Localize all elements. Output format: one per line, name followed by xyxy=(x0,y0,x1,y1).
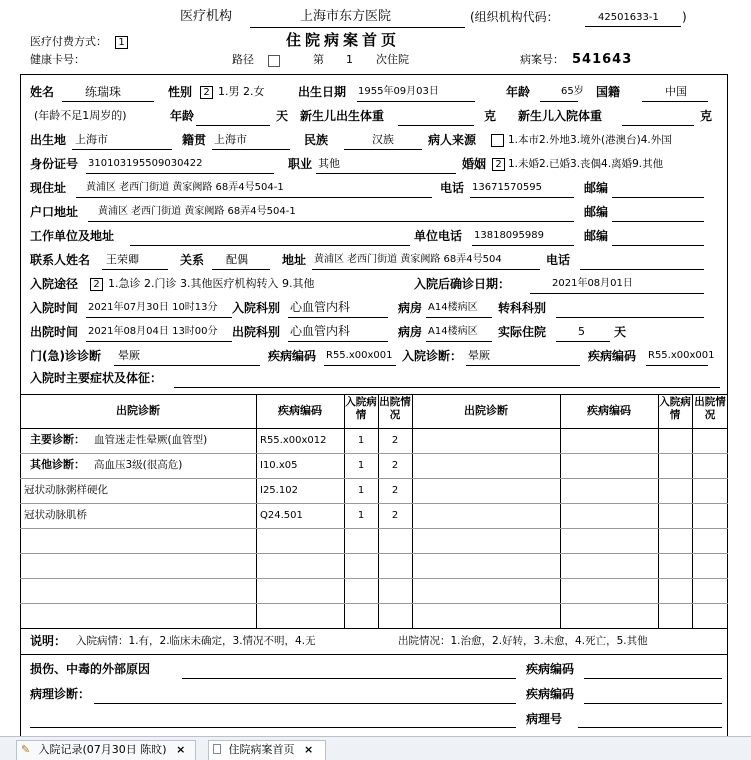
native-value: 上海市 xyxy=(214,133,247,146)
admit-ward-value: A14楼病区 xyxy=(428,302,478,313)
discharge-time-underline xyxy=(86,341,232,342)
row-dx: 冠状动脉肌桥 xyxy=(24,509,87,521)
table-col-line xyxy=(658,394,659,628)
admit-diag-label: 入院诊断： xyxy=(402,349,463,363)
admit-diag-value: 晕厥 xyxy=(468,349,490,362)
tab-label: 住院病案首页 xyxy=(228,743,295,756)
age-underline xyxy=(540,101,578,102)
postcode-label-3: 邮编 xyxy=(584,229,609,243)
opd-icd-underline xyxy=(324,365,396,366)
row-discharge-cond: 2 xyxy=(391,435,399,446)
table-col-line xyxy=(412,394,413,628)
admit-diag-underline xyxy=(466,365,580,366)
opd-diag-underline xyxy=(114,365,260,366)
injury-underline xyxy=(182,678,516,679)
los-value: 5 xyxy=(578,325,585,338)
contact-addr-value: 黄浦区 老西门街道 黄家阙路 68弄4号504 xyxy=(314,254,502,265)
infant-note: (年龄不足1周岁的) xyxy=(34,109,127,122)
discharge-dept-label: 出院科别 xyxy=(232,325,281,339)
discharge-dept-underline xyxy=(288,341,388,342)
discharge-ward-value: A14楼病区 xyxy=(428,326,478,337)
source-options: 1.本市2.外地3.境外(港澳台)4.外国 xyxy=(508,134,672,146)
table-row-line xyxy=(20,503,728,504)
header-dx-left: 出院诊断 xyxy=(116,404,160,417)
work-phone-value: 13818095989 xyxy=(474,230,544,241)
work-label: 工作单位及地址 xyxy=(30,229,115,243)
row-dx: 高血压3级(很高危) xyxy=(94,459,183,471)
address-value: 黄浦区 老西门街道 黄家阙路 68弄4号504-1 xyxy=(86,182,284,193)
page-title: 住院病案首页 xyxy=(286,31,401,49)
admit-dept-value: 心血管内科 xyxy=(290,300,351,314)
case-no: 541643 xyxy=(572,52,633,67)
admit-dept-label: 入院科别 xyxy=(232,301,281,315)
newborn-admit-weight-label: 新生儿入院体重 xyxy=(518,109,603,123)
transfer-label: 转科科别 xyxy=(498,301,547,315)
birthplace-label: 出生地 xyxy=(30,133,67,147)
contact-name: 王荣卿 xyxy=(106,253,139,266)
dob-label: 出生日期 xyxy=(298,85,347,99)
payment-label: 医疗付费方式： xyxy=(30,35,107,48)
gender-options: 1.男 2.女 xyxy=(218,85,265,98)
admission-count-pre: 第 xyxy=(313,53,324,66)
id-label: 身份证号 xyxy=(30,157,79,171)
occupation-value: 其他 xyxy=(318,157,340,170)
gram-label-2: 克 xyxy=(700,109,713,123)
document-tab-bar xyxy=(0,736,751,760)
row-dx: 冠状动脉粥样硬化 xyxy=(24,484,108,496)
route-box[interactable]: 2 xyxy=(90,278,103,291)
los-unit: 天 xyxy=(614,325,627,339)
row-discharge-cond: 2 xyxy=(391,485,399,496)
opd-diag-value: 晕厥 xyxy=(118,349,140,362)
postcode-label: 邮编 xyxy=(584,181,609,195)
row-dx: 血管迷走性晕厥(血管型) xyxy=(94,434,208,446)
tab-admission-record[interactable] xyxy=(16,740,196,760)
admit-ward-underline xyxy=(426,317,492,318)
table-col-line xyxy=(560,394,561,628)
row-discharge-cond: 2 xyxy=(391,460,399,471)
note-bottom-border xyxy=(20,654,728,655)
address-underline xyxy=(76,197,432,198)
org-code-close: ) xyxy=(682,10,687,24)
marital-box[interactable]: 2 xyxy=(492,158,505,171)
route-options: 1.急诊 2.门诊 3.其他医疗机构转入 9.其他 xyxy=(108,277,315,290)
admit-time-underline xyxy=(86,317,232,318)
close-icon[interactable]: × xyxy=(176,743,186,756)
table-header-bottom xyxy=(20,428,728,429)
header-icd-right: 疾病编码 xyxy=(587,404,631,417)
table-row-line xyxy=(20,478,728,479)
name-label: 姓名 xyxy=(30,85,55,99)
injury-label: 损伤、中毒的外部原因 xyxy=(30,662,151,676)
marital-label: 婚姻 xyxy=(462,157,487,171)
id-underline xyxy=(86,173,274,174)
age-label: 年龄 xyxy=(506,85,531,99)
work-phone-label: 单位电话 xyxy=(414,229,463,243)
admit-icd-underline xyxy=(646,365,708,366)
postcode-underline-2 xyxy=(612,221,704,222)
phone-label: 电话 xyxy=(440,181,465,195)
infant-age-label: 年龄 xyxy=(170,109,195,123)
contact-phone-label: 电话 xyxy=(546,253,571,267)
contact-addr-label: 地址 xyxy=(282,253,307,267)
los-label: 实际住院 xyxy=(498,325,547,339)
patient-name: 练瑞珠 xyxy=(85,85,122,99)
infant-age-underline xyxy=(196,125,270,126)
dob-value: 1955年09月03日 xyxy=(358,86,439,97)
table-col-line xyxy=(692,394,693,628)
row-admit-cond: 1 xyxy=(357,460,365,471)
relation-label: 关系 xyxy=(180,253,205,267)
table-row-line xyxy=(20,603,728,604)
discharge-ward-underline xyxy=(426,341,492,342)
ethnicity-value: 汉族 xyxy=(372,133,394,146)
table-row-line xyxy=(20,553,728,554)
injury-icd-underline xyxy=(584,678,722,679)
native-label: 籍贯 xyxy=(182,133,207,147)
pathology-icd-label: 疾病编码 xyxy=(526,687,575,701)
gender-box[interactable]: 2 xyxy=(200,86,213,99)
route-label: 入院途径 xyxy=(30,277,79,291)
note-discharge: 出院情况：1.治愈，2.好转，3.未愈，4.死亡，5.其他 xyxy=(398,635,648,647)
table-row-line xyxy=(20,528,728,529)
symptoms-label: 入院时主要症状及体征： xyxy=(30,371,163,385)
phone-underline xyxy=(470,197,574,198)
household-value: 黄浦区 老西门街道 黄家阙路 68弄4号504-1 xyxy=(98,206,296,217)
gender-label: 性别 xyxy=(168,85,193,99)
admit-icd-label: 疾病编码 xyxy=(588,349,637,363)
admit-dept-underline xyxy=(288,317,388,318)
admit-ward-label: 病房 xyxy=(398,301,423,315)
occupation-label: 职业 xyxy=(288,157,313,171)
header-admit-cond-left: 入院病情 xyxy=(345,396,377,421)
table-row-line xyxy=(20,453,728,454)
days-label: 天 xyxy=(276,109,289,123)
pathology-icd-underline xyxy=(584,703,722,704)
table-col-line xyxy=(256,394,257,628)
pen-icon: ✎ xyxy=(21,743,31,756)
contact-phone-underline xyxy=(580,269,704,270)
contact-addr-underline xyxy=(312,269,540,270)
pathology-label: 病理诊断： xyxy=(30,687,91,701)
age-value: 65岁 xyxy=(561,86,584,97)
admit-time-value: 2021年07月30日 10时13分 xyxy=(88,302,218,313)
tab-label: 入院记录(07月30日 陈旼) xyxy=(38,743,167,756)
pathology-underline-2 xyxy=(30,727,516,728)
birthplace-value: 上海市 xyxy=(75,133,108,146)
header-discharge-cond-left: 出院情况 xyxy=(379,396,411,421)
native-underline xyxy=(212,149,290,150)
pathway-label: 路径 xyxy=(232,53,254,66)
pathway-checkbox[interactable] xyxy=(268,55,280,67)
phone-value: 13671570595 xyxy=(472,182,542,193)
postcode-underline xyxy=(612,197,704,198)
discharge-time-value: 2021年08月04日 13时00分 xyxy=(88,326,218,337)
org-label: 医疗机构 xyxy=(180,9,233,24)
relation-value: 配偶 xyxy=(226,253,248,266)
tab-case-front-page[interactable] xyxy=(208,740,326,760)
org-name-underline xyxy=(250,27,465,28)
los-underline xyxy=(556,341,610,342)
row-admit-cond: 1 xyxy=(357,510,365,521)
org-code: 42501633-1 xyxy=(598,12,659,23)
nationality-underline xyxy=(642,101,708,102)
confirm-date-underline xyxy=(530,293,704,294)
symptoms-underline xyxy=(174,387,720,388)
table-row-line xyxy=(20,578,728,579)
header-icd-left: 疾病编码 xyxy=(278,404,322,417)
dob-underline xyxy=(357,101,475,102)
discharge-dept-value: 心血管内科 xyxy=(290,324,351,338)
relation-underline xyxy=(212,269,270,270)
source-label: 病人来源 xyxy=(428,133,477,147)
row-icd: Q24.501 xyxy=(260,510,303,521)
ethnicity-label: 民族 xyxy=(304,133,329,147)
note-label: 说明： xyxy=(30,634,67,648)
header-dx-right: 出院诊断 xyxy=(464,404,508,417)
discharge-time-label: 出院时间 xyxy=(30,325,79,339)
id-value: 310103195509030422 xyxy=(88,158,203,169)
close-icon[interactable]: × xyxy=(304,743,314,756)
transfer-underline xyxy=(556,317,704,318)
row-admit-cond: 1 xyxy=(357,485,365,496)
header-discharge-cond-right: 出院情况 xyxy=(694,396,726,421)
org-code-underline xyxy=(585,26,681,27)
table-top-border xyxy=(20,394,728,395)
address-label: 现住址 xyxy=(30,181,67,195)
pathology-underline xyxy=(94,703,516,704)
contact-label: 联系人姓名 xyxy=(30,253,91,267)
opd-diag-label: 门(急)诊诊断 xyxy=(30,349,101,363)
table-bottom-border xyxy=(20,628,728,629)
household-label: 户口地址 xyxy=(30,205,79,219)
newborn-birth-weight-label: 新生儿出生体重 xyxy=(300,109,385,123)
admit-time-label: 入院时间 xyxy=(30,301,79,315)
postcode-underline-3 xyxy=(612,245,704,246)
confirm-date-label: 入院后确诊日期： xyxy=(414,277,511,291)
opd-icd-value: R55.x00x001 xyxy=(326,350,393,361)
row-icd: I10.x05 xyxy=(260,460,298,471)
admission-count-post: 次住院 xyxy=(376,53,409,66)
opd-icd-label: 疾病编码 xyxy=(268,349,317,363)
work-phone-underline xyxy=(472,245,574,246)
admit-icd-value: R55.x00x001 xyxy=(648,350,715,361)
nationality-value: 中国 xyxy=(665,85,687,98)
newborn-birth-weight-underline xyxy=(398,125,474,126)
marital-options: 1.未婚2.已婚3.丧偶4.离婚9.其他 xyxy=(508,158,664,170)
discharge-ward-label: 病房 xyxy=(398,325,423,339)
ethnicity-underline xyxy=(344,149,422,150)
row-icd: I25.102 xyxy=(260,485,298,496)
contact-name-underline xyxy=(102,269,168,270)
pathology-no-label: 病理号 xyxy=(526,712,563,726)
org-name: 上海市东方医院 xyxy=(300,9,392,24)
injury-icd-label: 疾病编码 xyxy=(526,662,575,676)
work-underline xyxy=(130,245,410,246)
birthplace-underline xyxy=(72,149,172,150)
row-prefix: 其他诊断： xyxy=(30,458,85,471)
row-discharge-cond: 2 xyxy=(391,510,399,521)
household-underline xyxy=(88,221,574,222)
gram-label: 克 xyxy=(484,109,497,123)
case-no-label: 病案号： xyxy=(520,53,564,66)
document-icon xyxy=(213,744,221,754)
admission-count: 1 xyxy=(346,53,353,66)
health-card-label: 健康卡号： xyxy=(30,53,85,66)
name-underline xyxy=(62,101,154,102)
note-admit: 入院病情：1.有，2.临床未确定，3.情况不明，4.无 xyxy=(76,635,316,647)
nationality-label: 国籍 xyxy=(596,85,621,99)
newborn-admit-weight-underline xyxy=(622,125,694,126)
source-checkbox[interactable] xyxy=(491,134,504,147)
row-admit-cond: 1 xyxy=(357,435,365,446)
row-prefix: 主要诊断： xyxy=(30,433,85,446)
row-icd: R55.x00x012 xyxy=(260,435,327,446)
org-code-label: (组织机构代码： xyxy=(470,10,559,24)
pathology-no-underline xyxy=(578,727,722,728)
occupation-underline xyxy=(316,173,456,174)
payment-box[interactable]: 1 xyxy=(115,36,128,49)
confirm-date-value: 2021年08月01日 xyxy=(552,278,633,289)
header-admit-cond-right: 入院病情 xyxy=(659,396,691,421)
postcode-label-2: 邮编 xyxy=(584,205,609,219)
